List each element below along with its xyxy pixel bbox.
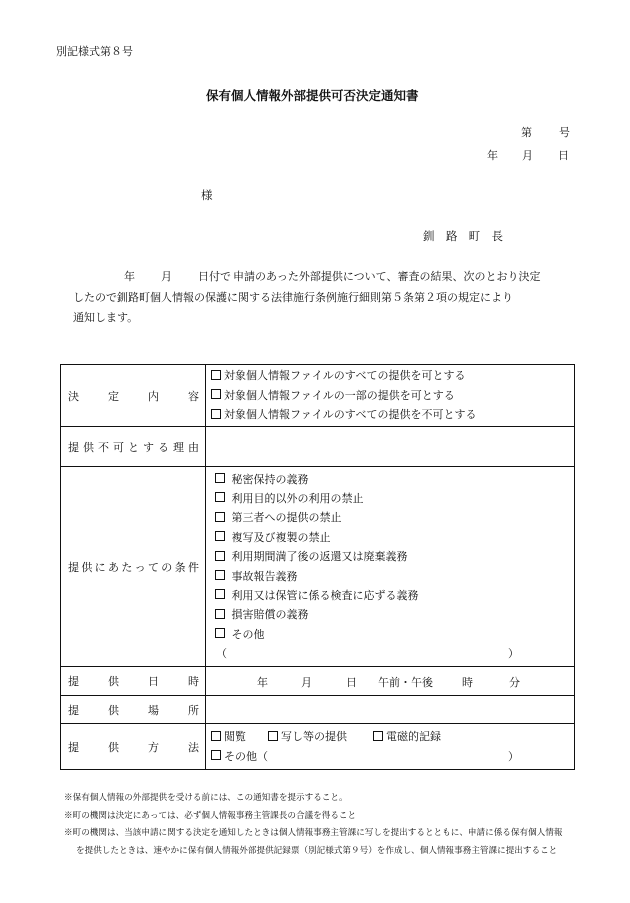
condition-option: 利用期間満了後の返還又は廃棄義務 <box>215 547 574 566</box>
reason-row <box>61 427 575 467</box>
place-row <box>61 696 575 724</box>
condition-option: 利用目的以外の利用の禁止 <box>215 489 574 508</box>
method-options <box>206 724 575 770</box>
form-number: 別記様式第８号 <box>56 45 133 58</box>
method-other-close: ） <box>508 749 519 763</box>
checkbox-icon[interactable] <box>211 750 221 760</box>
dt-ampm: 午前・午後 <box>378 676 433 689</box>
body-line1: 申請のあった外部提供について、審査の結果、次のとおり決定 <box>233 270 541 283</box>
method-label-cell <box>61 724 206 770</box>
checkbox-icon[interactable] <box>215 609 225 619</box>
checkbox-icon[interactable] <box>215 570 225 580</box>
dt-month: 月 <box>301 676 312 689</box>
date-year: 年 <box>487 149 498 162</box>
body-line2: したので釧路町個人情報の保護に関する法律施行条例施行細則第５条第２項の規定により <box>73 291 513 304</box>
checkbox-icon[interactable] <box>215 473 225 483</box>
checkbox-icon[interactable] <box>268 731 278 741</box>
conditions-options <box>206 467 575 667</box>
date-month: 月 <box>522 149 533 162</box>
reason-label-cell <box>61 427 206 467</box>
checkbox-icon[interactable] <box>215 512 225 522</box>
document-title: 保有個人情報外部提供可否決定通知書 <box>206 88 419 103</box>
addressee-suffix: 様 <box>201 188 213 202</box>
method-option: 電磁的記録 <box>373 727 441 746</box>
body-line3: 通知します。 <box>73 311 139 324</box>
paren-open: （ <box>216 647 227 661</box>
condition-other-field[interactable] <box>215 644 574 663</box>
paren-close: ） <box>508 647 519 661</box>
checkbox-icon[interactable] <box>373 731 383 741</box>
datetime-label: 提 供 日 時 <box>68 675 199 688</box>
doc-no-dai: 第 <box>521 126 532 139</box>
reason-value[interactable] <box>206 427 575 467</box>
condition-option: 損害賠償の義務 <box>215 605 574 624</box>
method-row <box>61 724 575 770</box>
issuer: 釧 路 町 長 <box>423 229 503 243</box>
conditions-label: 提 供 に あ た っ て の 条 件 <box>68 560 199 574</box>
checkbox-icon[interactable] <box>211 409 221 419</box>
checkbox-icon[interactable] <box>211 389 221 399</box>
decision-options <box>206 365 575 427</box>
condition-option: 第三者への提供の禁止 <box>215 508 574 527</box>
checkbox-icon[interactable] <box>215 531 225 541</box>
checkbox-icon[interactable] <box>215 589 225 599</box>
place-label-cell <box>61 696 206 724</box>
method-option: 閲覧 <box>211 727 246 746</box>
datetime-row <box>61 667 575 696</box>
place-label: 提 供 場 所 <box>68 703 199 717</box>
checkbox-icon[interactable] <box>211 370 221 380</box>
footnote: を提供したときは、速やかに保有個人情報外部提供記録票（別記様式第９号）を作成し、個人情報事務主管課に提出すること <box>76 845 558 856</box>
dt-year: 年 <box>257 676 268 689</box>
footnote: ※保有個人情報の外部提供を受ける前には、この通知書を提示すること。 <box>64 793 348 803</box>
decision-option: 対象個人情報ファイルのすべての提供を可とする <box>211 366 574 385</box>
footnote: ※町の機関は、当該申請に関する決定を通知したときは個人情報事務主管課に写しを提出するとともに、申請に係る保有個人情報 <box>64 828 563 838</box>
dt-hour: 時 <box>462 676 473 689</box>
footnote: ※町の機関は決定にあっては、必ず個人情報事務主管課長の合議を得ること <box>64 810 357 821</box>
conditions-row <box>61 467 575 667</box>
reason-label: 提 供 不 可 と す る 理 由 <box>68 440 199 454</box>
method-option-line <box>211 727 574 746</box>
decision-option: 対象個人情報ファイルの一部の提供を可とする <box>211 386 574 405</box>
checkbox-icon[interactable] <box>215 551 225 561</box>
decision-label: 決 定 内 容 <box>68 389 199 403</box>
condition-option: 秘密保持の義務 <box>215 470 574 489</box>
condition-option: 事故報告義務 <box>215 567 574 586</box>
conditions-label-cell <box>61 467 206 667</box>
dt-minute: 分 <box>509 676 520 689</box>
body-date-year: 年 <box>124 270 135 283</box>
method-other: その他（ <box>211 747 268 766</box>
checkbox-icon[interactable] <box>215 628 225 638</box>
body-date-day: 日付で <box>198 270 231 283</box>
place-value[interactable] <box>206 696 575 724</box>
decision-label-cell <box>61 365 206 427</box>
method-other-line[interactable] <box>211 747 574 766</box>
method-label: 提 供 方 法 <box>68 740 199 754</box>
condition-option: その他 <box>215 625 574 644</box>
checkbox-icon[interactable] <box>211 731 221 741</box>
dt-day: 日 <box>346 676 357 689</box>
condition-option: 複写及び複製の禁止 <box>215 528 574 547</box>
decision-row <box>61 365 575 427</box>
body-date-month: 月 <box>161 270 172 283</box>
date-day: 日 <box>558 149 569 162</box>
checkbox-icon[interactable] <box>215 492 225 502</box>
footnotes <box>64 790 562 860</box>
condition-option: 利用又は保管に係る検査に応ずる義務 <box>215 586 574 605</box>
datetime-label-cell <box>61 667 206 696</box>
decision-option: 対象個人情報ファイルのすべての提供を不可とする <box>211 405 574 424</box>
decision-table <box>60 364 575 770</box>
datetime-value[interactable] <box>206 667 575 696</box>
doc-no-go: 号 <box>559 126 570 139</box>
method-option: 写し等の提供 <box>268 727 347 746</box>
